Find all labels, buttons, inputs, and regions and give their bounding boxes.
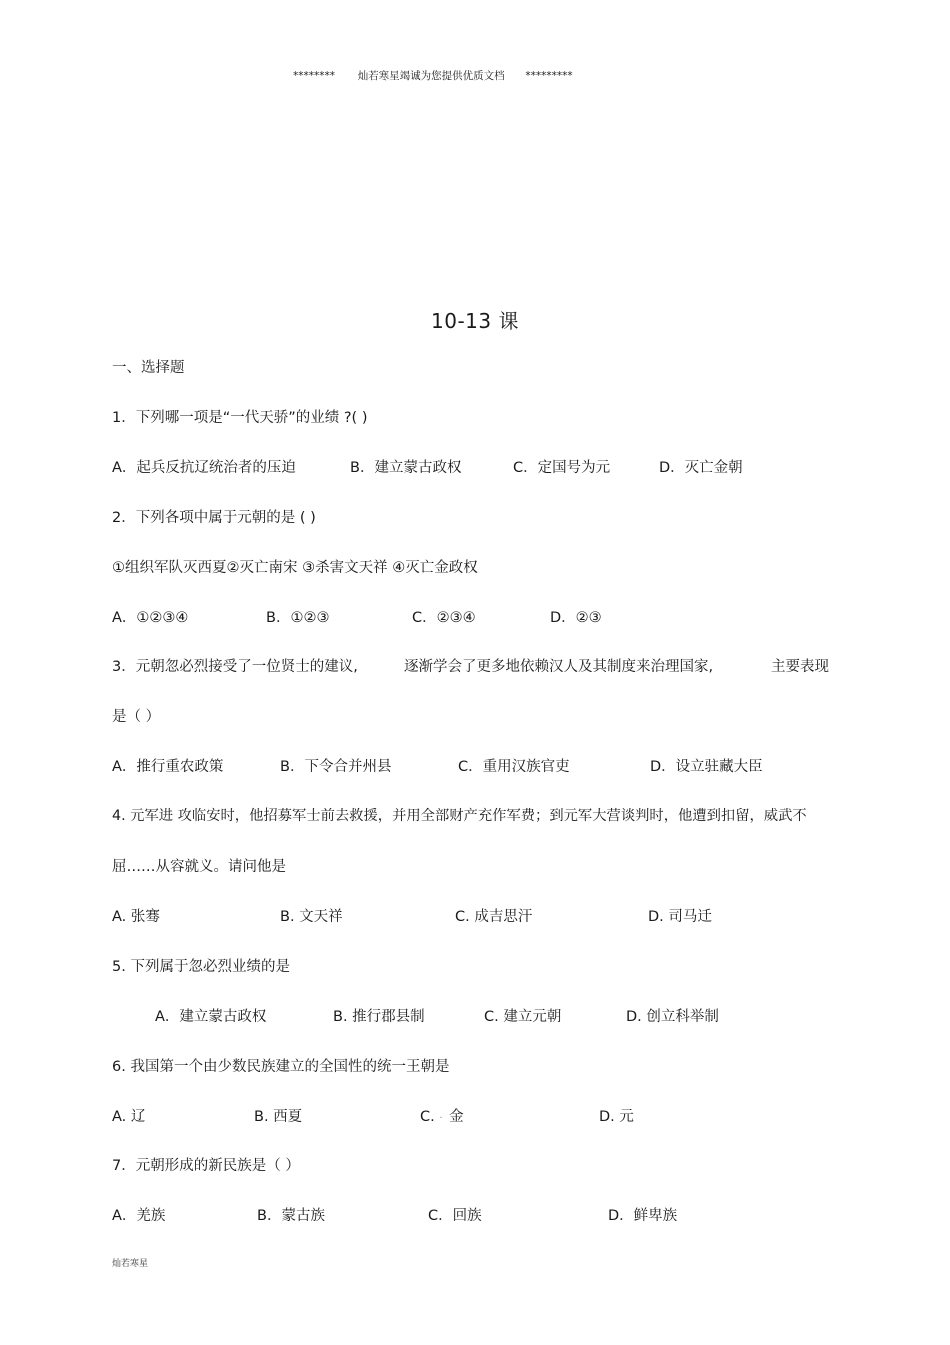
question-4-stem-line1: 4. 元军进 攻临安时，他招募军士前去救援，并用全部财产充作军费；到元军大营谈判时，他遭到扣留，威武不 <box>112 808 807 824</box>
question-7-stem: 7．元朝形成的新民族是（ ） <box>112 1158 300 1174</box>
question-5-stem: 5. 下列属于忽必烈业绩的是 <box>112 959 290 975</box>
question-2-option-b: B．①②③ <box>266 610 330 626</box>
question-5-option-b: B. 推行郡县制 <box>333 1009 425 1025</box>
question-6-stem: 6. 我国第一个由少数民族建立的全国性的统一王朝是 <box>112 1059 450 1075</box>
question-6-option-d: D. 元 <box>599 1109 634 1125</box>
header-stars-left: ******** <box>293 70 335 82</box>
question-6-option-c-text: 金 <box>449 1109 464 1125</box>
question-2-option-c: C．②③④ <box>412 610 476 626</box>
question-3-option-a: A．推行重农政策 <box>112 759 224 775</box>
page-footer: 灿若寒星 <box>112 1259 149 1269</box>
question-2-stem: 2．下列各项中属于元朝的是 ( ) <box>112 510 316 526</box>
question-6-option-a: A. 辽 <box>112 1109 146 1125</box>
question-5-option-d: D. 创立科举制 <box>626 1009 719 1025</box>
page-header <box>293 68 573 83</box>
question-3-stem-part1: 3．元朝忽必烈接受了一位贤士的建议, <box>112 659 358 675</box>
question-4-option-b: B. 文天祥 <box>280 909 343 925</box>
question-7-option-d: D．鲜卑族 <box>608 1208 678 1224</box>
question-4-option-c: C. 成吉思汗 <box>455 909 533 925</box>
question-6-option-b: B. 西夏 <box>254 1109 303 1125</box>
page-title: 10-13 课 <box>431 309 519 333</box>
question-4-option-d: D. 司马迁 <box>648 909 712 925</box>
question-1-stem: 1．下列哪一项是“一代天骄”的业绩 ?( ) <box>112 410 368 426</box>
question-3-option-d: D．设立驻藏大臣 <box>650 759 763 775</box>
stray-mark-icon: · <box>439 1113 443 1124</box>
header-stars-right: ********* <box>525 70 573 82</box>
question-7-option-c: C．回族 <box>428 1208 482 1224</box>
question-3-option-c: C．重用汉族官吏 <box>458 759 570 775</box>
header-text: 灿若寒星竭诚为您提供优质文档 <box>357 70 505 82</box>
question-1-option-b: B．建立蒙古政权 <box>350 460 462 476</box>
question-3-option-b: B．下令合并州县 <box>280 759 392 775</box>
question-4-option-a: A. 张骞 <box>112 909 160 925</box>
question-2-option-d: D．②③ <box>550 610 602 626</box>
question-4-stem-line2: 屈……从容就义。请问他是 <box>112 859 286 875</box>
question-7-option-b: B．蒙古族 <box>257 1208 325 1224</box>
question-5-option-a: A．建立蒙古政权 <box>155 1009 267 1025</box>
question-2-option-a: A．①②③④ <box>112 610 189 626</box>
question-3-stem-line2: 是（ ） <box>112 709 161 725</box>
question-1-option-d: D．灭亡金朝 <box>659 460 743 476</box>
question-1-option-c: C．定国号为元 <box>513 460 611 476</box>
question-6-option-c <box>420 1105 464 1126</box>
question-3-stem-part3: 主要表现 <box>771 659 829 675</box>
question-3-stem-part2: 逐渐学会了更多地依赖汉人及其制度来治理国家, <box>404 659 714 675</box>
section-heading: 一、选择题 <box>112 360 185 376</box>
question-6-option-c-label: C. <box>420 1109 435 1125</box>
question-2-items: ①组织军队灭西夏②灭亡南宋 ③杀害文天祥 ④灭亡金政权 <box>112 560 478 576</box>
question-7-option-a: A．羌族 <box>112 1208 166 1224</box>
question-5-option-c: C. 建立元朝 <box>484 1009 562 1025</box>
question-1-option-a: A．起兵反抗辽统治者的压迫 <box>112 460 296 476</box>
